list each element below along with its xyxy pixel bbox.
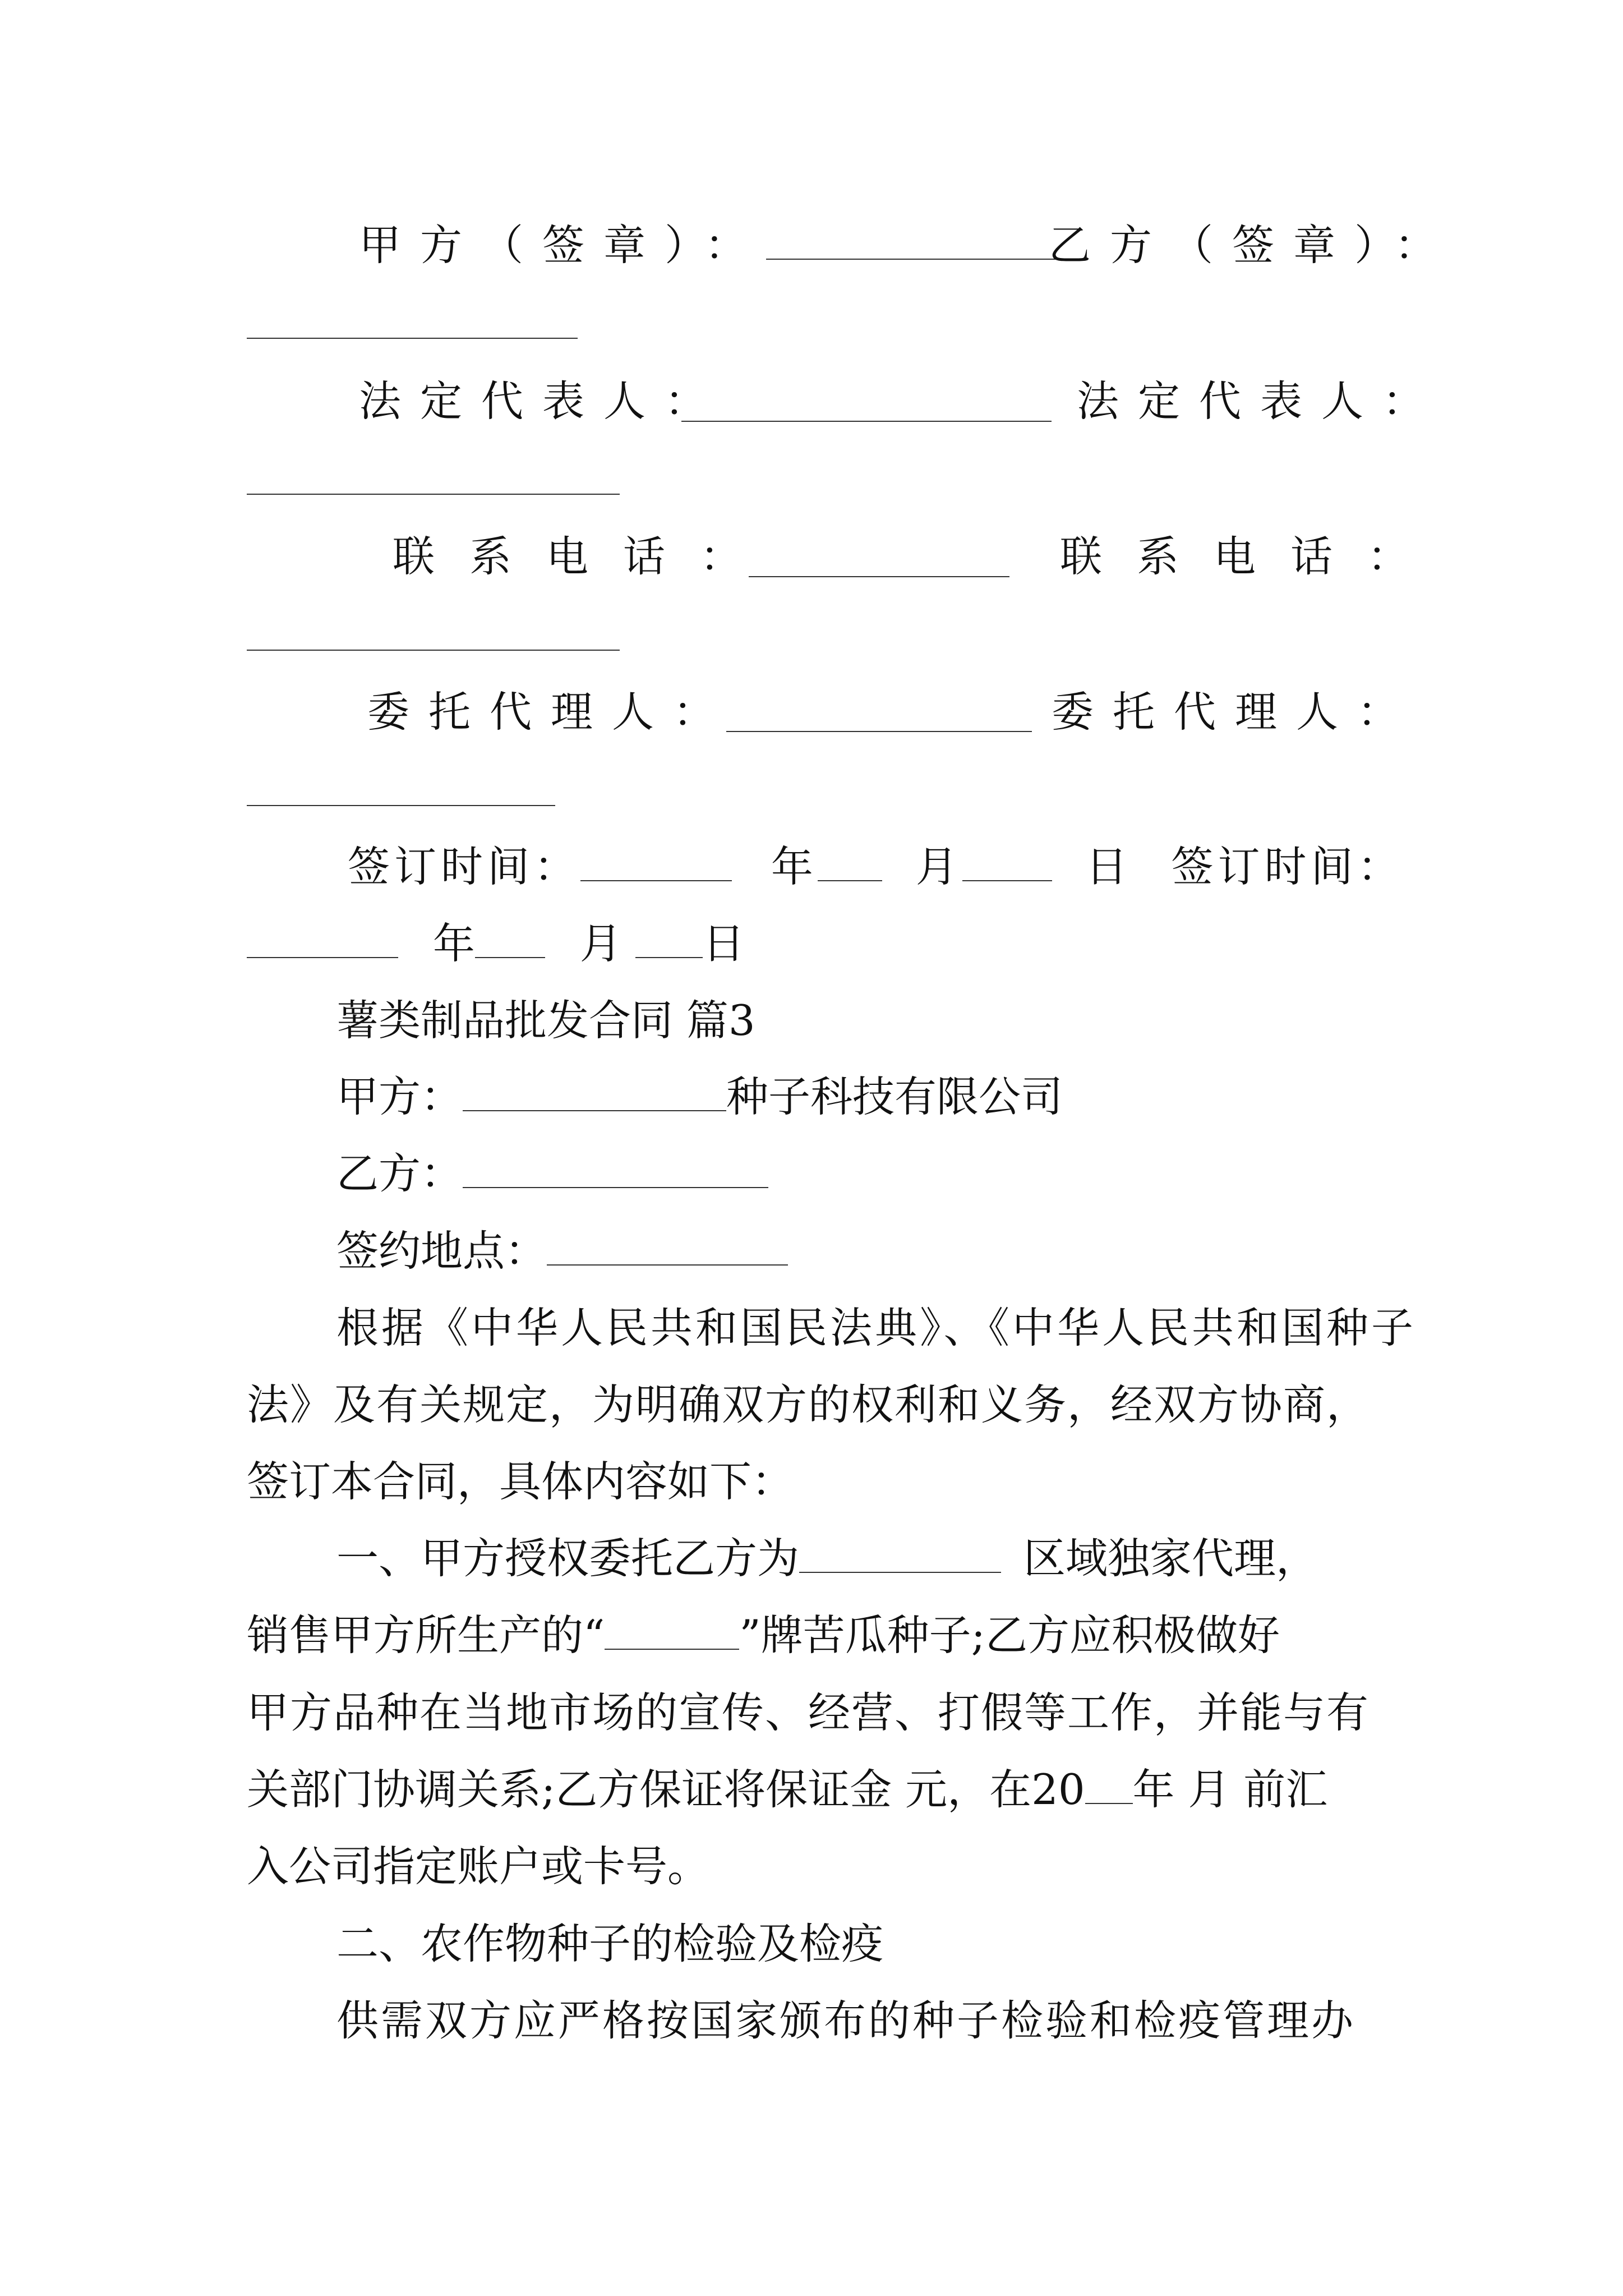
clause1-line4-a: 关部门协调关系;乙方保证将保证金 元，在20 — [247, 1765, 1085, 1814]
sign-time-a-label: 签订时间： — [348, 842, 581, 891]
legal-rep-b-label: 法定代表人： — [1077, 376, 1444, 426]
sign-time-b-row — [247, 919, 745, 968]
brand-blank[interactable] — [605, 1649, 739, 1650]
party-b-line — [336, 1149, 768, 1198]
year-suffix-blank[interactable] — [1085, 1803, 1133, 1804]
party-b-name-blank[interactable] — [463, 1187, 768, 1188]
clause1-line-1 — [336, 1534, 1318, 1583]
sign-month-b-blank[interactable] — [475, 957, 545, 958]
party-b-label: 乙方： — [336, 1149, 463, 1198]
clause1-line-5: 入公司指定账户或卡号。 — [247, 1842, 710, 1891]
sign-time-b-label: 签订时间： — [1171, 842, 1404, 891]
phone-a-label: 联系电话： — [393, 532, 777, 581]
place-line — [336, 1226, 788, 1276]
year-b: 年 — [432, 919, 475, 968]
clause1-line4-b: 年 月 前汇 — [1132, 1765, 1328, 1814]
clause2-heading: 二、农作物种子的检验及检疫 — [336, 1919, 884, 1968]
day-b: 日 — [702, 919, 745, 968]
month-b: 月 — [579, 919, 622, 968]
clause1-line-4 — [247, 1765, 1328, 1814]
sign-year-a-blank[interactable] — [580, 880, 732, 881]
party-a-name-blank[interactable] — [463, 1110, 726, 1111]
day-a: 日 — [1085, 842, 1132, 891]
agent-a-label: 委托代理人： — [367, 687, 735, 737]
legal-rep-b-blank[interactable] — [247, 494, 620, 495]
agent-b-blank[interactable] — [247, 805, 555, 806]
party-a-line — [336, 1072, 1063, 1121]
clause1-text-b: 区域独家代理， — [1023, 1534, 1318, 1583]
clause1-line-3: 甲方品种在当地市场的宣传、经营、打假等工作，并能与有 — [247, 1688, 1370, 1737]
clause2-line-1: 供需双方应严格按国家颁布的种子检验和检疫管理办 — [336, 1996, 1356, 2045]
party-a-seal-blank[interactable] — [766, 259, 1072, 260]
phone-b-blank[interactable] — [247, 650, 620, 651]
clause1-line-2 — [247, 1611, 1280, 1660]
phone-a-blank[interactable] — [749, 576, 1009, 577]
month-a: 月 — [915, 842, 962, 891]
year-a: 年 — [771, 842, 818, 891]
place-blank[interactable] — [547, 1264, 788, 1266]
sign-month-a-blank[interactable] — [818, 880, 882, 881]
sign-year-b-blank[interactable] — [247, 957, 398, 958]
party-a-label: 甲方： — [336, 1072, 463, 1121]
sig-row-seal — [359, 220, 1072, 270]
party-a-suffix: 种子科技有限公司 — [726, 1072, 1063, 1121]
clause1-text-a: 一、甲方授权委托乙方为 — [336, 1534, 800, 1583]
agent-b-label: 委托代理人： — [1052, 687, 1419, 737]
legal-rep-a-label: 法定代表人： — [359, 376, 726, 426]
legal-rep-a-blank[interactable] — [681, 421, 1052, 422]
sign-day-a-blank[interactable] — [962, 880, 1052, 881]
party-b-seal-blank[interactable] — [247, 338, 578, 339]
phone-b-label: 联系电话： — [1060, 532, 1445, 581]
intro-line-1: 根据《中华人民共和国民法典》、《中华人民共和国种子 — [336, 1303, 1417, 1352]
agent-a-blank[interactable] — [726, 731, 1032, 732]
clause1-line2-a: 销售甲方所生产的“ — [247, 1611, 605, 1660]
intro-line-2: 法》及有关规定，为明确双方的权利和义务，经双方协商， — [247, 1380, 1370, 1429]
party-b-seal-label: 乙方（签章）： — [1049, 220, 1456, 270]
contract-title: 薯类制品批发合同 篇3 — [336, 996, 755, 1045]
party-a-seal-label: 甲方（签章）： — [359, 220, 766, 270]
clause1-line2-b: ”牌苦瓜种子;乙方应积极做好 — [739, 1611, 1280, 1660]
sign-time-a-row — [348, 842, 1404, 891]
place-label: 签约地点： — [336, 1226, 547, 1276]
sign-day-b-blank[interactable] — [635, 957, 703, 958]
region-blank[interactable] — [799, 1572, 1001, 1573]
intro-line-3: 签订本合同，具体内容如下： — [247, 1457, 794, 1506]
